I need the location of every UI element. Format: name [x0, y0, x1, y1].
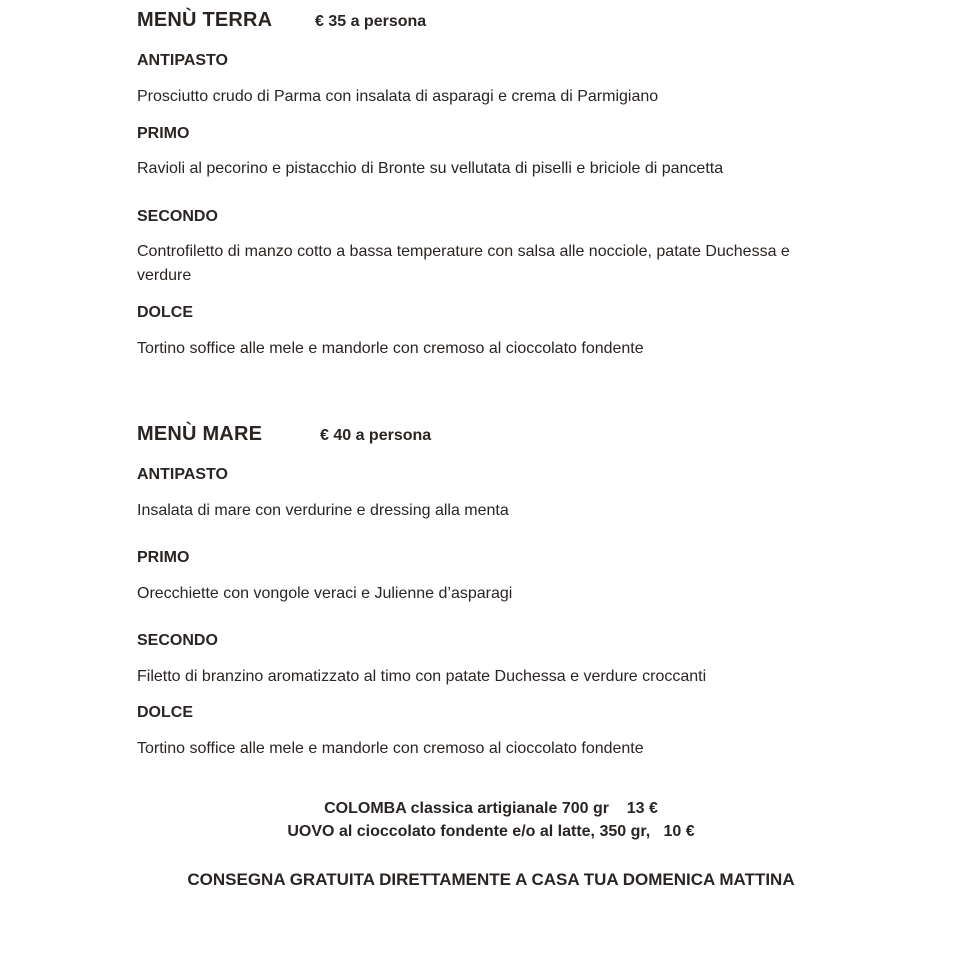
extra-uovo: UOVO al cioccolato fondente e/o al latte, 350 gr, 10 €: [287, 823, 695, 840]
menu-terra-title: MENÙ TERRA: [137, 9, 273, 31]
mare-primo-dish: Orecchiette con vongole veraci e Julienne d’asparagi: [137, 585, 513, 602]
mare-primo-heading: PRIMO: [137, 549, 190, 566]
mare-antipasto-dish: Insalata di mare con verdurine e dressing alla menta: [137, 502, 509, 519]
mare-dolce-heading: DOLCE: [137, 704, 193, 721]
terra-dolce-heading: DOLCE: [137, 304, 193, 321]
mare-secondo-dish: Filetto di branzino aromatizzato al timo con patate Duchessa e verdure croccanti: [137, 668, 707, 685]
terra-secondo-dish: Controfiletto di manzo cotto a bassa temperature con salsa alle nocciole, patate Duchessa e verdure: [137, 243, 790, 284]
terra-secondo-heading: SECONDO: [137, 208, 218, 225]
delivery-notice: CONSEGNA GRATUITA DIRETTAMENTE A CASA TUA DOMENICA MATTINA: [187, 870, 795, 889]
terra-primo-dish: Ravioli al pecorino e pistacchio di Bronte su vellutata di piselli e briciole di pancetta: [137, 160, 724, 177]
terra-antipasto-dish: Prosciutto crudo di Parma con insalata di asparagi e crema di Parmigiano: [137, 88, 659, 105]
mare-dolce-dish: Tortino soffice alle mele e mandorle con cremoso al cioccolato fondente: [137, 740, 644, 757]
menu-mare-title: MENÙ MARE: [137, 423, 263, 445]
menu-mare-price: € 40 a persona: [320, 427, 432, 444]
mare-antipasto-heading: ANTIPASTO: [137, 466, 228, 483]
terra-dolce-dish: Tortino soffice alle mele e mandorle con cremoso al cioccolato fondente: [137, 340, 644, 357]
terra-primo-heading: PRIMO: [137, 125, 190, 142]
menu-terra-price: € 35 a persona: [315, 13, 427, 30]
terra-antipasto-heading: ANTIPASTO: [137, 52, 228, 69]
mare-secondo-heading: SECONDO: [137, 632, 218, 649]
extra-colomba: COLOMBA classica artigianale 700 gr 13 €: [324, 800, 658, 817]
